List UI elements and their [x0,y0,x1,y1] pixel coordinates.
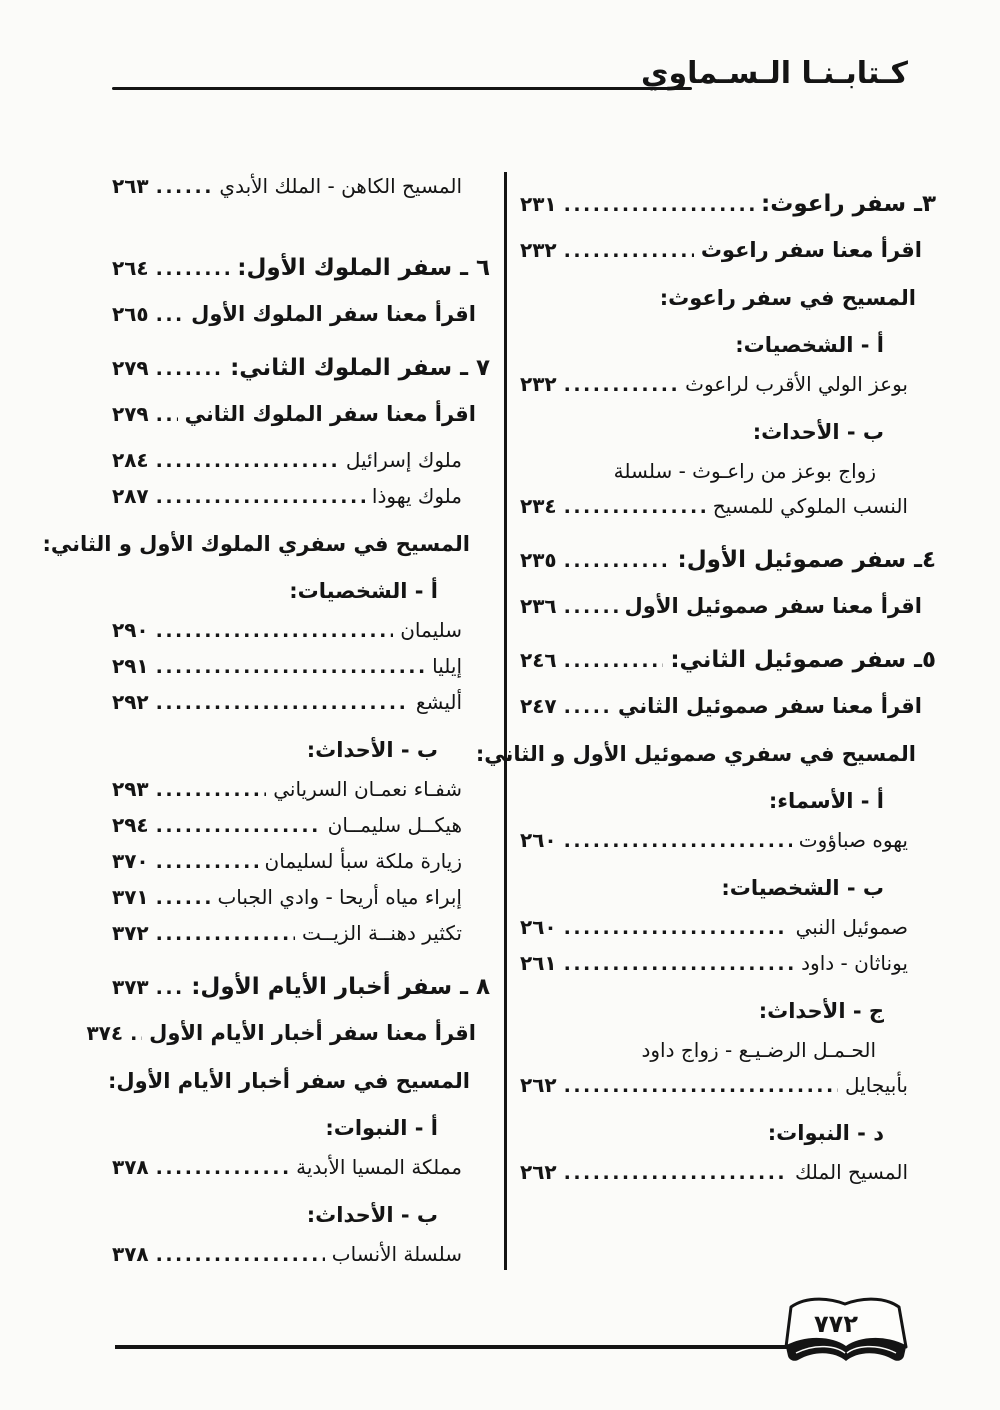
toc-entry-text: إبراء مياه أريحا - وادي الجباب [217,885,462,909]
toc-entry [520,690,936,724]
dot-leader [156,687,409,720]
dot-leader [156,253,231,286]
toc-entry [112,809,490,843]
dot-leader [564,645,664,678]
toc-entry-text: ب - الأحداث: [752,420,884,444]
toc-entry-page-number: ٢٧٩ [112,402,149,426]
header-rule [112,87,692,90]
toc-entry-text: ملوك إسرائيل [345,448,462,472]
toc-entry [520,872,936,905]
toc-entry-text: المسيح الكاهن - الملك الأبدي [219,174,462,198]
toc-entry-page-number: ٢٦٢ [520,1073,557,1097]
column-divider [504,172,507,1270]
toc-entry [520,644,936,678]
toc-entry-page-number: ٣٧٨ [112,1155,149,1179]
toc-entry [112,686,490,720]
toc-entry-page-number: ٢٦٠ [520,915,557,939]
toc-entry [520,785,936,818]
toc-entry [520,1156,936,1190]
toc-entry [112,575,490,608]
toc-entry-text: ٧ ـ سفر الملوك الثاني: [230,355,490,381]
toc-entry-text: د - النبوات: [767,1121,884,1145]
toc-entry-text: أ - الشخصيات: [289,579,438,603]
toc-entry-text: المسيح في سفر أخبار الأيام الأول: [107,1069,470,1093]
toc-entry [112,917,490,951]
toc-entry-text: اقرأ معنا سفر الملوك الثاني [184,402,476,426]
open-book-icon [782,1290,910,1366]
dot-leader [564,491,706,524]
toc-entry [520,329,936,362]
toc-entry-text: شفـاء نعمـان السرياني [273,777,462,801]
toc-entry-text: الحـمـل الرضـيـع - زواج داود [641,1038,876,1062]
toc-entry [112,881,490,915]
toc-entry [107,1065,490,1098]
toc-entry-page-number: ٢٤٧ [520,694,557,718]
toc-entry-text: أ - النبوات: [325,1116,438,1140]
toc-entry [520,544,936,578]
dot-leader [564,189,754,222]
page-title: كـتابـنـا الـسـماوي [640,56,908,91]
toc-entry-page-number: ٣٧٠ [112,849,149,873]
dot-leader [564,1070,838,1103]
dot-leader [564,691,611,724]
dot-leader [156,445,339,478]
toc-entry-text: ٥ـ سفر صموئيل الثاني: [670,647,936,673]
dot-leader [156,481,365,514]
dot-leader [156,882,211,915]
dot-leader [156,399,178,432]
toc-entry-text: زيارة ملكة سبأ لسليمان [264,849,462,873]
toc-entry-text: إيليا [432,654,462,678]
footer-rule [115,1345,817,1349]
toc-entry-text: ج - الأحداث: [758,999,884,1023]
footer-page-number: ٧٧٢ [814,1310,858,1338]
toc-entry-page-number: ٢٩٤ [112,813,149,837]
toc-entry-page-number: ٣٧٢ [112,921,149,945]
dot-leader [564,912,789,945]
toc-entry-text: اقرأ معنا سفر الملوك الأول [191,302,476,326]
toc-entry-page-number: ٢٦١ [520,951,557,975]
toc-entry-page-number: ٣٧٣ [112,975,149,999]
dot-leader [564,369,679,402]
toc-entry-text: ب - الأحداث: [306,738,438,762]
dot-leader [564,545,671,578]
dot-leader [564,235,694,268]
toc-entry-page-number: ٢٦٣ [112,174,149,198]
dot-leader [564,825,792,858]
toc-entry-page-number: ٢٦٠ [520,828,557,852]
toc-entry-text: بأبيجايل [845,1073,908,1097]
toc-entry-text: أ - الشخصيات: [735,333,884,357]
toc-entry-page-number: ٣٧١ [112,885,149,909]
toc-entry-text: المسيح في سفري صموئيل الأول و الثاني: [475,742,916,766]
toc-entry [520,234,936,268]
toc-entry [520,1069,936,1103]
toc-entry [112,398,490,432]
toc-entry-page-number: ٢٣٢ [520,238,557,262]
toc-entry-text: هيكــل سليمــان [327,813,462,837]
dot-leader [156,918,295,951]
toc-entry [112,734,490,767]
dot-leader [156,774,267,807]
toc-entry-text: ٤ـ سفر صموئيل الأول: [677,547,936,573]
dot-leader [156,651,426,684]
toc-entry-page-number: ٢٧٩ [112,356,149,380]
toc-entry-page-number: ٢٩١ [112,654,149,678]
toc-entry-text: صموئيل النبي [795,915,908,939]
toc-entry [112,1199,490,1232]
toc-entry [112,773,490,807]
toc-entry-text: مملكة المسيا الأبدية [296,1155,462,1179]
dot-leader [156,171,213,204]
toc-entry-text: النسب الملوكي للمسيح [712,494,908,518]
toc-entry [112,1112,490,1145]
toc-entry-text: المسيح الملك [794,1160,908,1184]
toc-entry [112,1238,490,1272]
toc-entry [112,352,490,386]
toc-entry-text: بوعز الولي الأقرب لراعوث [685,372,908,396]
toc-entry [112,170,490,204]
toc-entry-text: تكثير دهنــة الزيــت [302,921,462,945]
dot-leader [156,1152,289,1185]
toc-entry-text: المسيح في سفري الملوك الأول و الثاني: [42,532,470,556]
dot-leader [156,353,223,386]
toc-entry-page-number: ٢٩٣ [112,777,149,801]
toc-entry-page-number: ٢٩٢ [112,690,149,714]
toc-entry [520,1034,936,1067]
toc-entry-page-number: ٣٧٤ [86,1021,124,1045]
toc-entry [520,416,936,449]
dot-leader [156,810,321,843]
toc-entry-text: أ - الأسماء: [768,789,884,813]
toc-entry-page-number: ٢٣٦ [520,594,557,618]
dot-leader [130,1018,142,1051]
toc-entry [520,368,936,402]
toc-entry-text: ٣ـ سفر راعوث: [761,191,936,217]
dot-leader [564,1157,788,1190]
toc-entry [520,590,936,624]
toc-entry-page-number: ٢٨٧ [112,484,149,508]
toc-entry-text: يهوه صباؤوت [798,828,908,852]
dot-leader [564,591,618,624]
toc-entry-page-number: ٢٦٢ [520,1160,557,1184]
toc-entry-text: زواج بوعز من راعـوث - سلسلة [613,459,876,483]
toc-entry-page-number: ٢٤٦ [520,648,557,672]
toc-entry [520,490,936,524]
toc-entry-text: ٦ ـ سفر الملوك الأول: [237,255,490,281]
toc-entry [520,1117,936,1150]
toc-entry [520,911,936,945]
toc-entry [520,947,936,981]
toc-entry-text: اقرأ معنا سفر صموئيل الثاني [617,694,922,718]
toc-entry-text: المسيح في سفر راعوث: [659,286,916,310]
toc-entry-page-number: ٢٦٥ [112,302,149,326]
toc-entry [112,444,490,478]
toc-entry-page-number: ٢٣٢ [520,372,557,396]
dot-leader [156,972,185,1005]
toc-entry [112,298,490,332]
toc-entry-page-number: ٢٣٥ [520,548,557,572]
toc-entry [475,738,936,771]
toc-entry-text: سلسلة الأنساب [331,1242,462,1266]
toc-entry [112,614,490,648]
toc-entry-text: ٨ ـ سفر أخبار الأيام الأول: [191,974,490,1000]
toc-entry [42,528,490,561]
toc-entry [112,252,490,286]
toc-entry-page-number: ٣٧٨ [112,1242,149,1266]
toc-entry-page-number: ٢٩٠ [112,618,149,642]
toc-entry-text: يوناثان - داود [801,951,908,975]
toc-entry-text: اقرأ معنا سفر أخبار الأيام الأول [149,1021,476,1045]
toc-entry-text: سليمان [400,618,462,642]
toc-entry [520,995,936,1028]
toc-entry [520,455,936,488]
dot-leader [156,299,185,332]
toc-column-right [475,168,936,1192]
toc-entry [86,1017,490,1051]
toc-entry-text: ب - الأحداث: [306,1203,438,1227]
toc-entry-text: اقرأ معنا سفر راعوث [700,238,922,262]
toc-entry-page-number: ٢٣١ [520,192,557,216]
toc-entry [112,650,490,684]
dot-leader [156,1239,325,1272]
toc-entry [112,480,490,514]
toc-column-left [42,168,490,1274]
dot-leader [564,948,795,981]
toc-entry [520,188,936,222]
toc-entry [520,824,936,858]
toc-entry [520,282,936,315]
dot-leader [156,846,258,879]
toc-entry-text: أليشع [415,690,462,714]
toc-entry-page-number: ٢٣٤ [520,494,557,518]
toc-entry-text: ملوك يهوذا [371,484,462,508]
toc-entry [112,1151,490,1185]
toc-entry-page-number: ٢٦٤ [112,256,149,280]
toc-entry [112,845,490,879]
dot-leader [156,615,394,648]
toc-entry-text: اقرأ معنا سفر صموئيل الأول [624,594,922,618]
toc-entry-text: ب - الشخصيات: [721,876,884,900]
toc-entry [112,971,490,1005]
toc-entry-page-number: ٢٨٤ [112,448,149,472]
